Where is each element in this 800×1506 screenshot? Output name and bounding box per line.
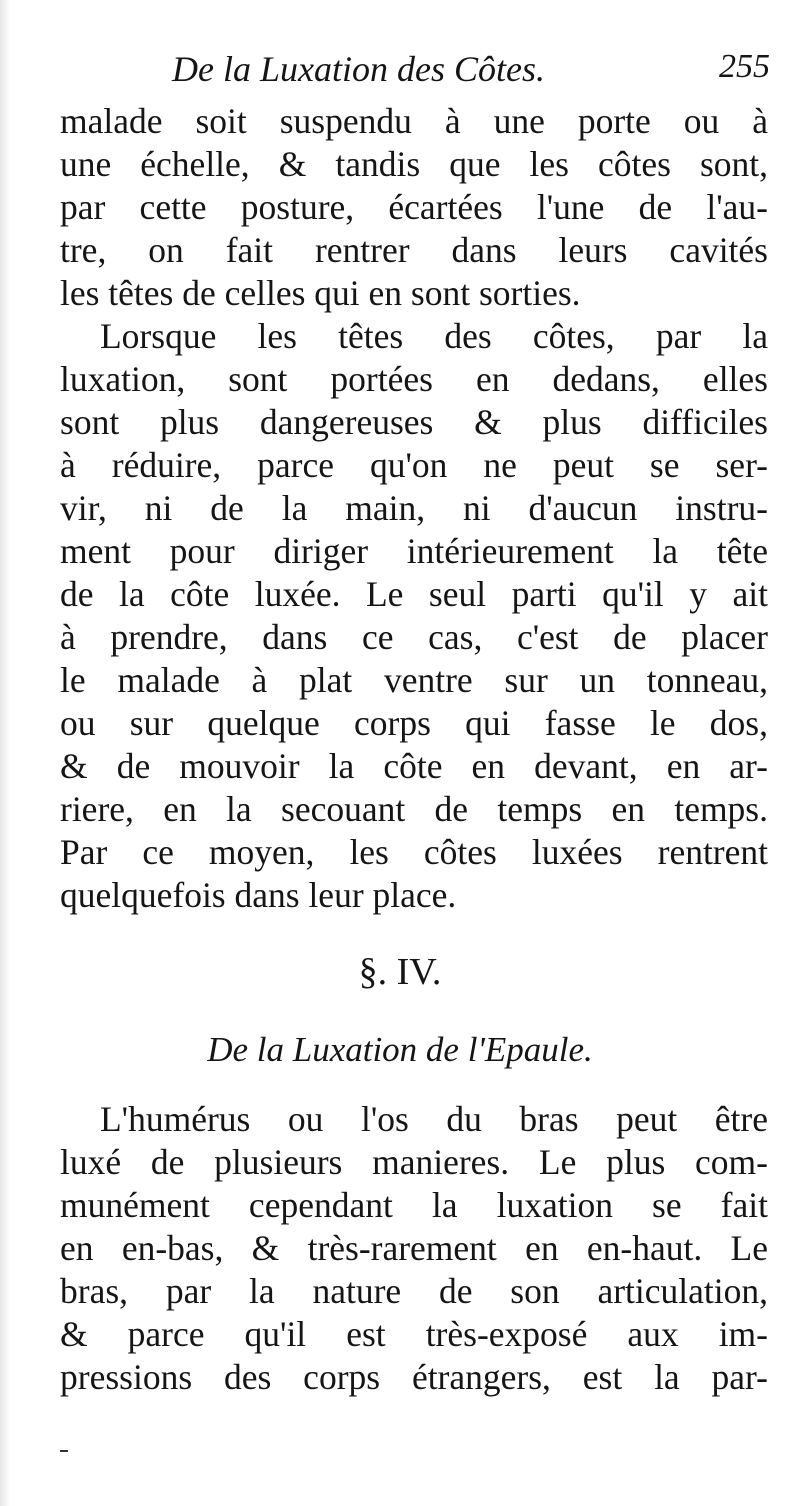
text-line: une échelle, & tandis que les côtes sont, — [60, 144, 768, 184]
text-line: riere, en la secouant de temps en temps. — [60, 789, 768, 829]
text-line: à réduire, parce qu'on ne peut se ser- — [60, 445, 768, 485]
text-line: ment pour diriger intérieurement la tête — [60, 531, 768, 571]
text-line: sont plus dangereuses & plus difficiles — [60, 402, 768, 442]
text-line: tre, on fait rentrer dans leurs cavités — [60, 230, 768, 270]
text-line: par cette posture, écartées l'une de l'au- — [60, 187, 768, 227]
page-header — [60, 48, 770, 98]
page-number: 255 — [719, 48, 770, 85]
margin-mark — [60, 1450, 68, 1452]
page-edge-shadow — [0, 0, 10, 1506]
text-line: à prendre, dans ce cas, c'est de placer — [60, 617, 768, 657]
text-line: & parce qu'il est très-exposé aux im- — [60, 1314, 768, 1354]
body-text-top — [60, 100, 768, 917]
body-text-bottom — [60, 1098, 768, 1399]
text-line: & de mouvoir la côte en devant, en ar- — [60, 746, 768, 786]
section-title: De la Luxation de l'Epaule. — [207, 1030, 593, 1069]
text-line: malade soit suspendu à une porte ou à — [60, 101, 768, 141]
text-line: quelquefois dans leur place. — [60, 875, 457, 915]
text-line: munément cependant la luxation se fait — [60, 1185, 768, 1225]
text-line: Lorsque les têtes des côtes, par la — [100, 316, 768, 356]
section-number: §. IV. — [358, 951, 442, 993]
running-head: De la Luxation des Côtes. — [172, 49, 545, 89]
text-line: luxation, sont portées en dedans, elles — [60, 359, 768, 399]
text-line: bras, par la nature de son articulation, — [60, 1271, 768, 1311]
text-line: le malade à plat ventre sur un tonneau, — [60, 660, 768, 700]
text-line: L'humérus ou l'os du bras peut être — [100, 1099, 768, 1139]
text-line: ou sur quelque corps qui fasse le dos, — [60, 703, 768, 743]
text-line: luxé de plusieurs manieres. Le plus com- — [60, 1142, 768, 1182]
text-line: les têtes de celles qui en sont sorties. — [60, 273, 581, 313]
text-line: en en-bas, & très-rarement en en-haut. Le — [60, 1228, 768, 1268]
text-line: Par ce moyen, les côtes luxées rentrent — [60, 832, 768, 872]
text-line: pressions des corps étrangers, est la par- — [60, 1357, 768, 1397]
text-line: vir, ni de la main, ni d'aucun instru- — [60, 488, 768, 528]
text-line: de la côte luxée. Le seul parti qu'il y ait — [60, 574, 768, 614]
